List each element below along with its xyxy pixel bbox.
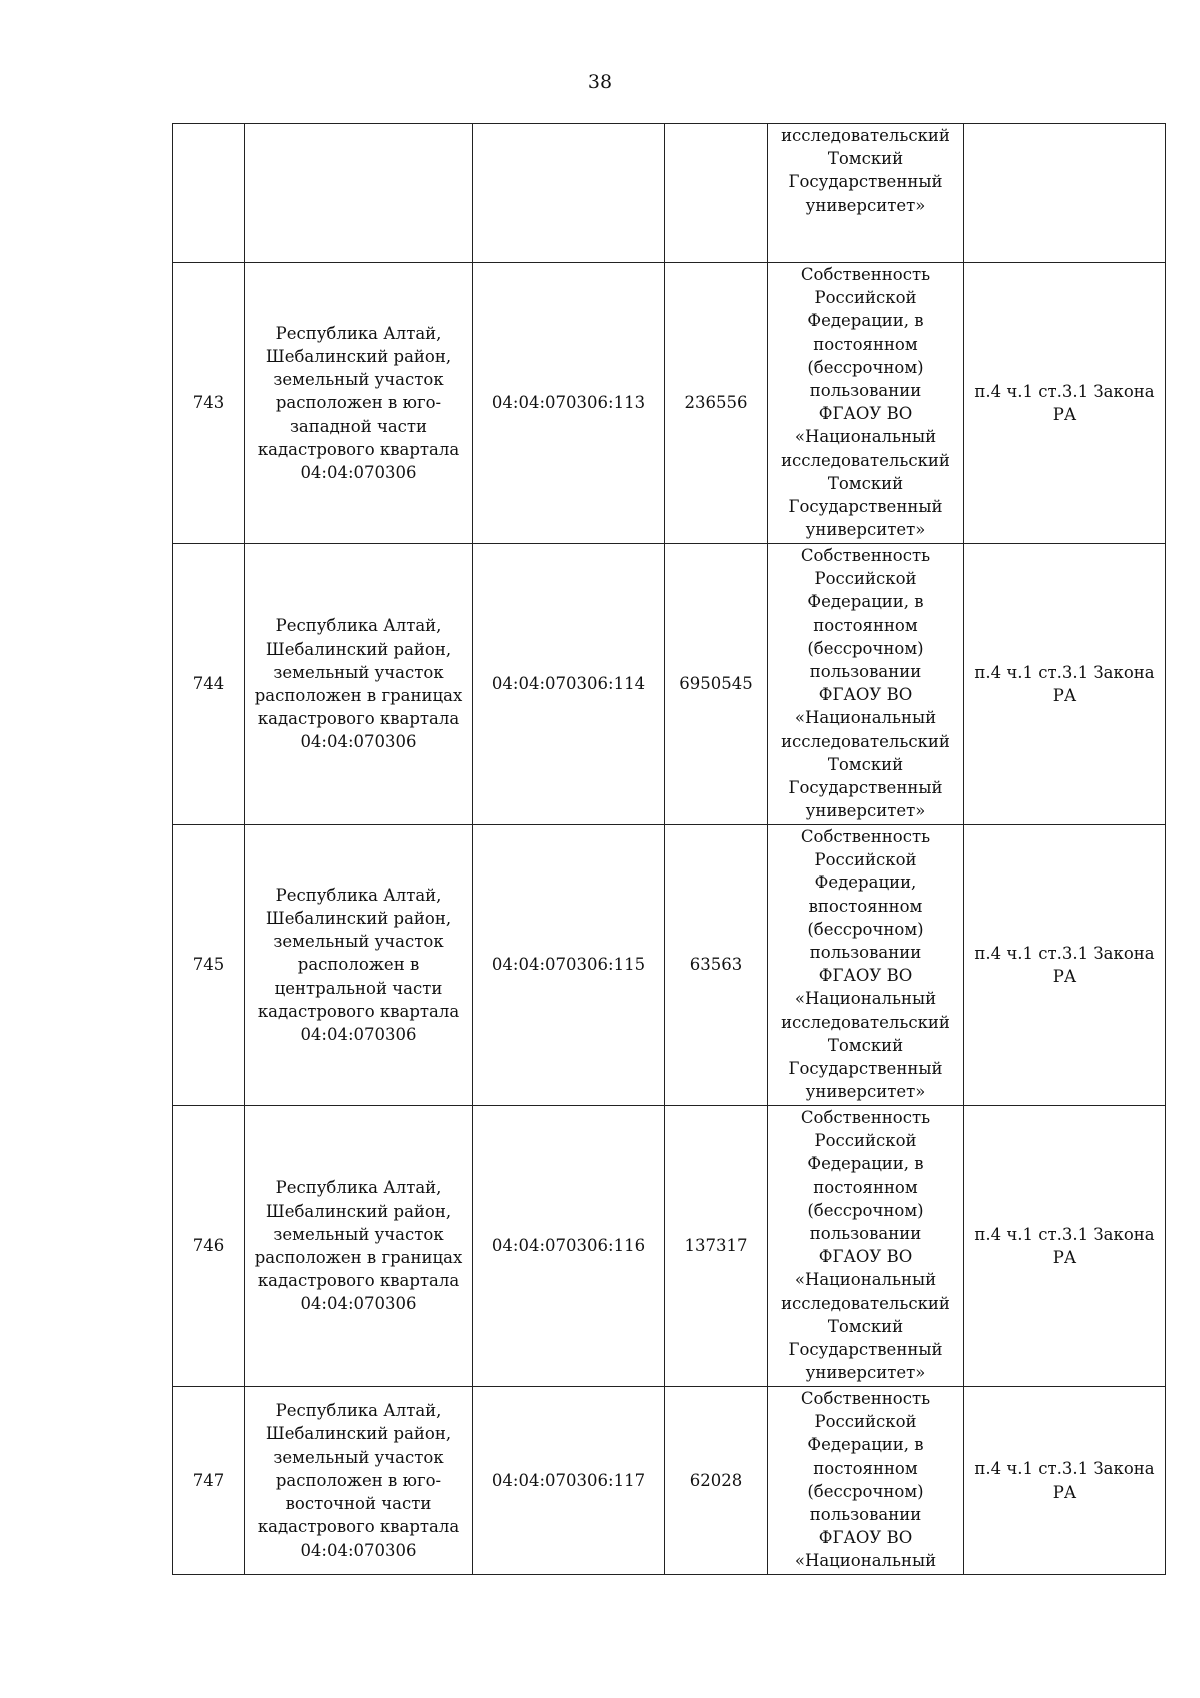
- land-registry-table: [172, 123, 1166, 1575]
- cell-area: 137317: [665, 1106, 768, 1387]
- table-row-continuation: [173, 124, 1166, 263]
- cell-legal-basis: п.4 ч.1 ст.3.1 Закона РА: [964, 263, 1166, 544]
- cell-legal-basis: п.4 ч.1 ст.3.1 Закона РА: [964, 544, 1166, 825]
- cell-owner: Собственность Российской Федерации, в постоянном (бессрочном) пользовании ФГАОУ ВО «Национальный исследовательский Томский Государственный университет»: [768, 1106, 964, 1387]
- cell-owner: Собственность Российской Федерации, в постоянном (бессрочном) пользовании ФГАОУ ВО «Национальный: [768, 1387, 964, 1575]
- cell-owner: Собственность Российской Федерации, в постоянном (бессрочном) пользовании ФГАОУ ВО «Национальный исследовательский Томский Государственный университет»: [768, 263, 964, 544]
- cell-cadastral-number: 04:04:070306:116: [473, 1106, 665, 1387]
- cell-owner: Собственность Российской Федерации, в постоянном (бессрочном) пользовании ФГАОУ ВО «Национальный исследовательский Томский Государственный университет»: [768, 544, 964, 825]
- table-row: [173, 544, 1166, 825]
- cell-legal-basis: п.4 ч.1 ст.3.1 Закона РА: [964, 1387, 1166, 1575]
- cell-number: 743: [173, 263, 245, 544]
- cell-address: Республика Алтай, Шебалинский район, земельный участок расположен в границах кадастрового квартала 04:04:070306: [245, 1106, 473, 1387]
- cell-number: 747: [173, 1387, 245, 1575]
- table-row: [173, 825, 1166, 1106]
- cell-address: Республика Алтай, Шебалинский район, земельный участок расположен в юго- восточной части кадастрового квартала 04:04:070306: [245, 1387, 473, 1575]
- cell-address: Республика Алтай, Шебалинский район, земельный участок расположен в центральной части кадастрового квартала 04:04:070306: [245, 825, 473, 1106]
- cell-area: 62028: [665, 1387, 768, 1575]
- cell-area: 6950545: [665, 544, 768, 825]
- cell-legal-basis: [964, 124, 1166, 263]
- cell-address: [245, 124, 473, 263]
- table-row: [173, 1106, 1166, 1387]
- cell-number: [173, 124, 245, 263]
- cell-owner: Собственность Российской Федерации, впостоянном (бессрочном) пользовании ФГАОУ ВО «Национальный исследовательский Томский Государственный университет»: [768, 825, 964, 1106]
- cell-number: 746: [173, 1106, 245, 1387]
- cell-cadastral-number: 04:04:070306:117: [473, 1387, 665, 1575]
- cell-address: Республика Алтай, Шебалинский район, земельный участок расположен в границах кадастрового квартала 04:04:070306: [245, 544, 473, 825]
- table-row: [173, 263, 1166, 544]
- cell-owner: исследовательский Томский Государственный университет»: [768, 124, 964, 263]
- cell-cadastral-number: 04:04:070306:113: [473, 263, 665, 544]
- cell-address: Республика Алтай, Шебалинский район, земельный участок расположен в юго- западной части кадастрового квартала 04:04:070306: [245, 263, 473, 544]
- cell-cadastral-number: [473, 124, 665, 263]
- cell-legal-basis: п.4 ч.1 ст.3.1 Закона РА: [964, 1106, 1166, 1387]
- page-number: 38: [587, 71, 613, 93]
- cell-number: 745: [173, 825, 245, 1106]
- cell-cadastral-number: 04:04:070306:115: [473, 825, 665, 1106]
- cell-cadastral-number: 04:04:070306:114: [473, 544, 665, 825]
- cell-area: 63563: [665, 825, 768, 1106]
- cell-legal-basis: п.4 ч.1 ст.3.1 Закона РА: [964, 825, 1166, 1106]
- cell-area: 236556: [665, 263, 768, 544]
- table-row: [173, 1387, 1166, 1575]
- cell-area: [665, 124, 768, 263]
- cell-number: 744: [173, 544, 245, 825]
